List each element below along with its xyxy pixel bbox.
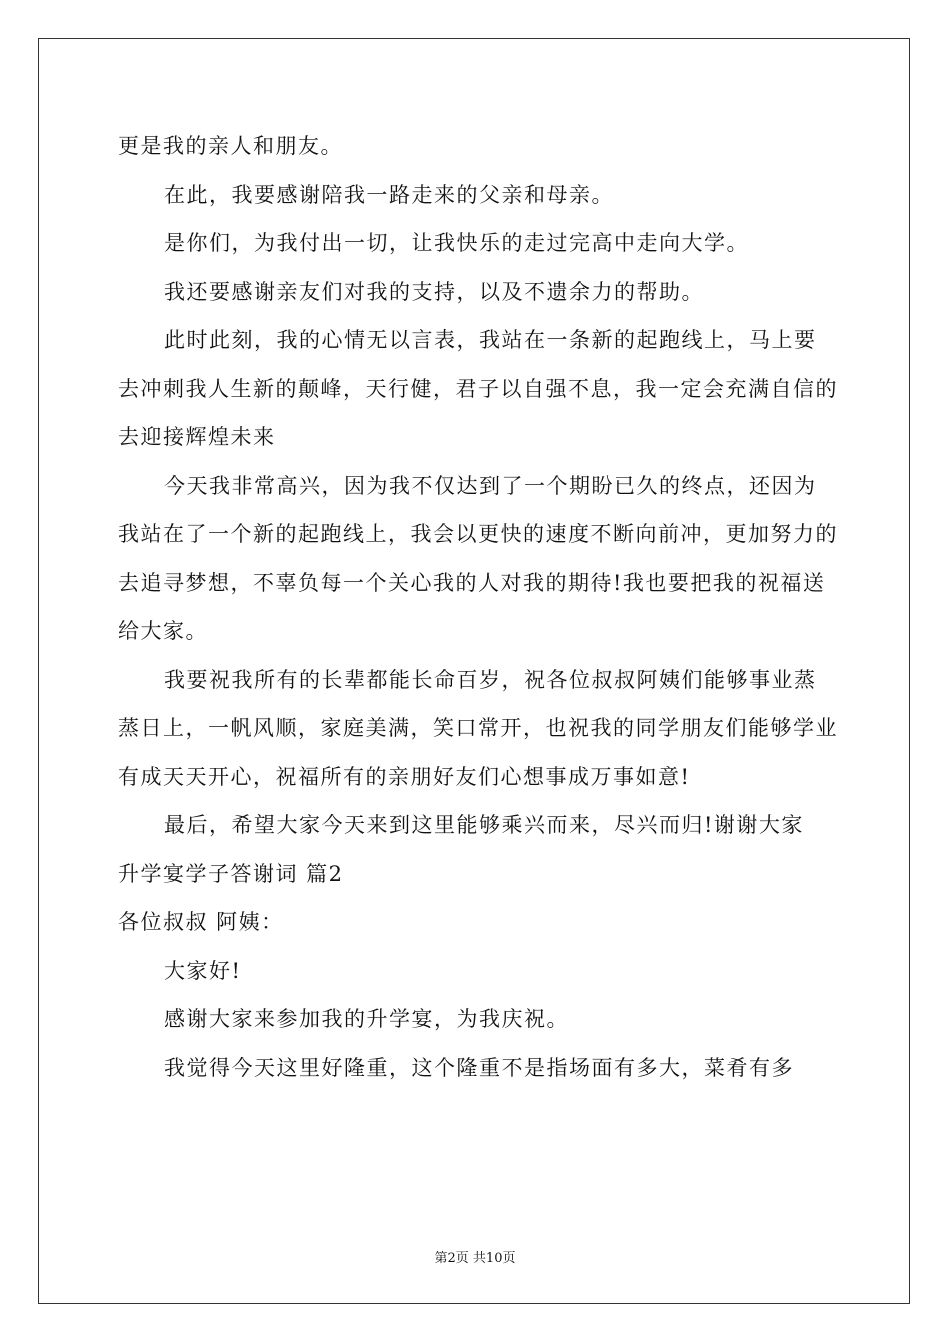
- paragraph: 更是我的亲人和朋友。: [118, 134, 343, 158]
- paragraph: 在此，我要感谢陪我一路走来的父亲和母亲。: [164, 182, 614, 207]
- paragraph: 我觉得今天这里好隆重，这个隆重不是指场面有多大，菜肴有多: [164, 1055, 794, 1080]
- paragraph: 我还要感谢亲友们对我的支持，以及不遗余力的帮助。: [164, 279, 704, 304]
- salutation: 各位叔叔 阿姨：: [118, 910, 284, 934]
- paragraph: 此时此刻，我的心情无以言表，我站在一条新的起跑线上，马上要去冲刺我人生新的颠峰，天行健，君子以自强不息，我一定会充满自信的去迎接辉煌未来: [118, 328, 838, 449]
- paragraph: 是你们，为我付出一切，让我快乐的走过完高中走向大学。: [164, 231, 749, 255]
- section-heading: 升学宴学子答谢词 篇2: [118, 861, 344, 886]
- paragraph: 感谢大家来参加我的升学宴，为我庆祝。: [164, 1007, 569, 1031]
- page-footer: 第2页 共10页: [434, 1251, 516, 1266]
- document-body: [118, 122, 838, 1092]
- paragraph: 最后，希望大家今天来到这里能够乘兴而来，尽兴而归!谢谢大家: [164, 813, 804, 837]
- paragraph: 今天我非常高兴，因为我不仅达到了一个期盼已久的终点，还因为我站在了一个新的起跑线上，我会以更快的速度不断向前冲，更加努力的去追寻梦想，不辜负每一个关心我的人对我的期待!我也要把我的祝福送给大家。: [118, 473, 838, 643]
- paragraph: 我要祝我所有的长辈都能长命百岁，祝各位叔叔阿姨们能够事业蒸蒸日上，一帆风顺，家庭美满，笑口常开，也祝我的同学朋友们能够学业有成天天开心，祝福所有的亲朋好友们心想事成万事如意!: [118, 667, 838, 789]
- paragraph: 大家好!: [164, 958, 242, 983]
